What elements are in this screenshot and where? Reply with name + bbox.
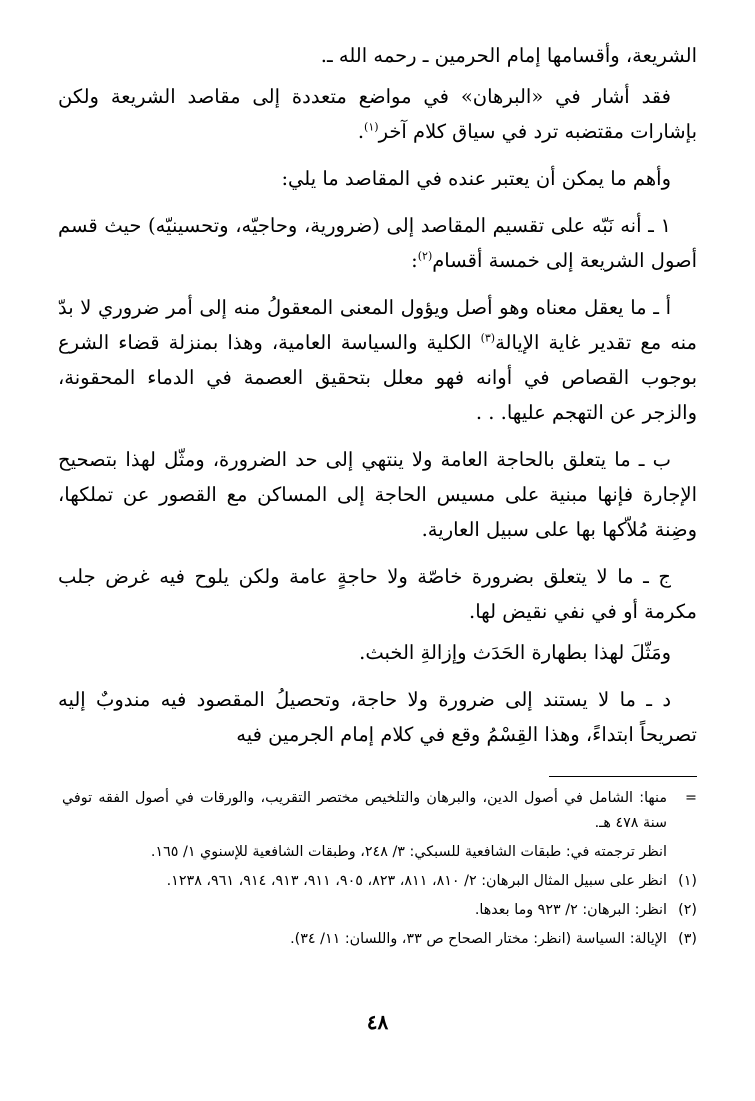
footnote-ref-1: (١) [364,120,379,134]
footnotes [62,786,697,956]
paragraph-burhan: فقد أشار في «البرهان» في مواضع متعددة إلى مقاصد الشريعة ولكن بإشارات مقتضبه ترد في سياق كلام آخر$^{(١)}$. [58,85,697,143]
footnote-continuation-mark: = [685,790,697,806]
footnote-continuation-text: منها: الشامل في أصول الدين، والبرهان والتلخيص مختصر التقريب، والورقات في أصول الفقه توفي سنة ٤٧٨ هـ. [62,790,667,831]
footnote-text: الإيالة: السياسة (انظر: مختار الصحاح ص ٣٣، واللسان: ١١/ ٣٤). [290,931,667,947]
footnote-number: (٣) [678,931,697,947]
footnote-separator [549,776,697,777]
footnote-text: انظر على سبيل المثال البرهان: ٢/ ٨١٠، ٨١١، ٨٢٣، ٩٠٥، ٩١١، ٩١٣، ٩١٤، ٩٦١، ١٢٣٨. [166,873,667,889]
footnote-continuation-text-2: انظر ترجمته في: طبقات الشافعية للسبكي: ٣/ ٢٤٨، وطبقات الشافعية للإسنوي ١/ ١٦٥. [150,844,667,860]
footnote-ref-2: (٢) [417,249,433,263]
paragraph-item-d: د ـ ما لا يستند إلى ضرورة ولا حاجة، وتحصيلُ المقصود فيه مندوبٌ إليه تصريحاً ابتداءً، وهذا القِسْمُ وقع في كلام إمام الجرمين فيه [58,688,697,746]
footnote-text: انظر: البرهان: ٢/ ٩٢٣ وما بعدها. [474,902,667,918]
paragraph-item-b: ب ـ ما يتعلق بالحاجة العامة ولا ينتهي إلى حد الضرورة، ومثّل لهذا بتصحيح الإجارة فإنها مبنية على مسيس الحاجة إلى المساكن مع القصور عن تملكها، وضِنة مُلاّكها بها على سبيل العارية. [58,448,697,541]
footnote-1 [62,869,697,894]
footnote-ref-3: (٣) [480,331,496,345]
paragraph-item-c: ج ـ ما لا يتعلق بضرورة خاصّة ولا حاجةٍ عامة ولكن يلوح فيه غرض جلب مكرمة أو في نفي نقيض لها. [58,565,697,623]
page-number: ٤٨ [366,1010,389,1034]
footnote-2 [62,898,697,923]
paragraph-continuation: الشريعة، وأقسامها إمام الحرمين ـ رحمه الله ـ. [320,44,697,67]
paragraph-point-1: ١ ـ أنه نَبّه على تقسيم المقاصد إلى (ضرورية، وحاجيّه، وتحسينيّه) حيث قسم أصول الشريعة إلى خمسة أقسام$^{(٢)}$: [58,214,697,272]
main-text [58,38,697,752]
paragraph-item-a: أ ـ ما يعقل معناه وهو أصل ويؤول المعنى المعقولُ منه إلى أمر ضروري لا بدّ منه مع تقدير غاية الإيالة$^{(٣)}$ الكلية والسياسة العامية، وهذا بمنزلة قضاء الشرع بوجوب القصاص في أوانه فهو معلل بتحقيق العصمة في الدماء المحقونة، والزجر عن التهجم عليها. . . [58,296,697,424]
footnote-number: (٢) [678,902,697,918]
footnote-3 [62,927,697,952]
paragraph-intro: وأهم ما يمكن أن يعتبر عنده في المقاصد ما يلي: [281,167,671,190]
paragraph-item-c-example: ومَثّلَ لهذا بطهارة الحَدَث وإزالةِ الخبث. [359,641,671,664]
footnote-continuation [62,786,697,836]
footnote-number: (١) [678,873,697,889]
